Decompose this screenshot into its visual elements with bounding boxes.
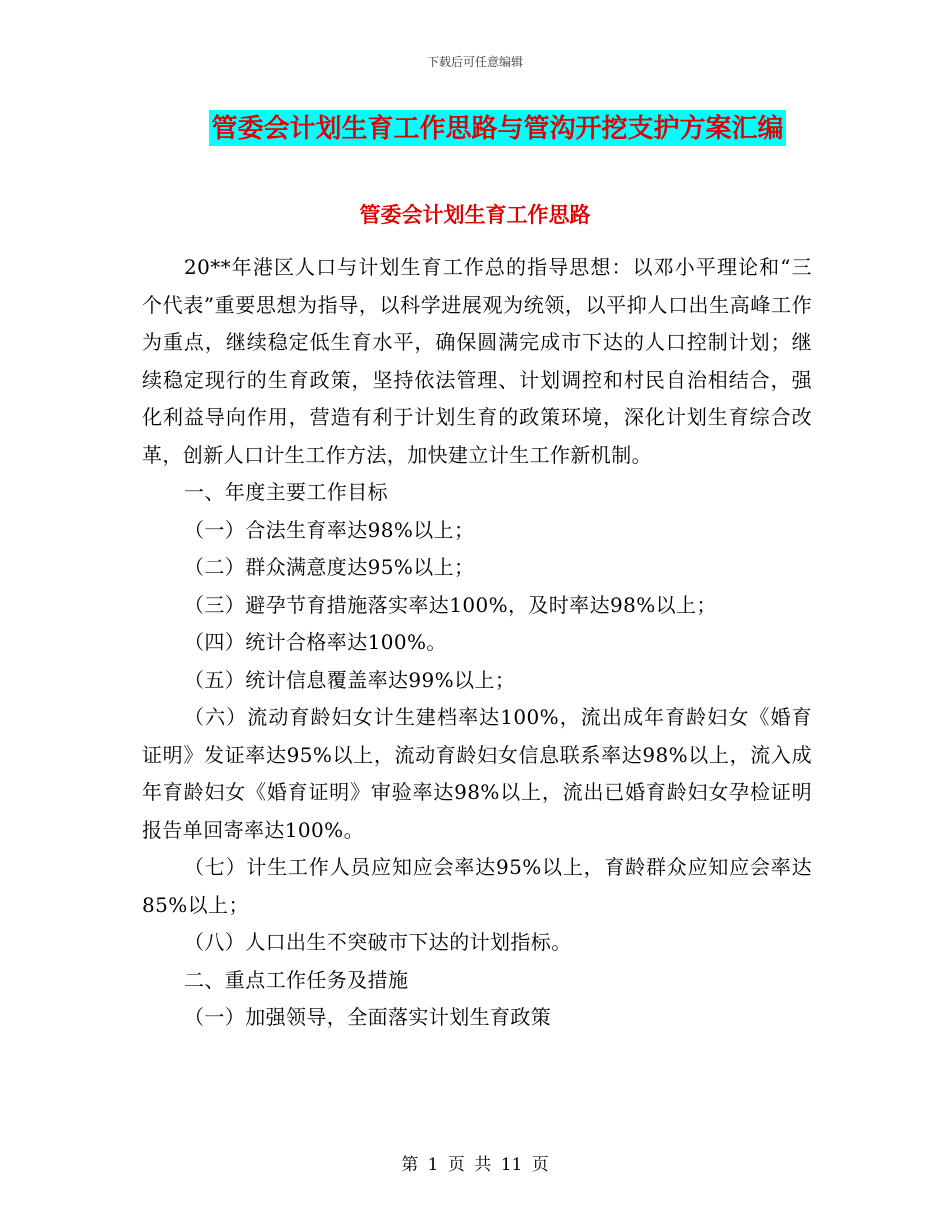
goal-item-4: （四）统计合格率达100%。: [184, 630, 447, 654]
heading-key-tasks: 二、重点工作任务及措施: [184, 967, 409, 992]
task-item-1: （一）加强领导，全面落实计划生育政策: [184, 1005, 552, 1029]
document-title: 管委会计划生育工作思路与管沟开挖支护方案汇编: [209, 110, 785, 146]
document-title-container: [0, 110, 950, 146]
page-header-note: 下载后可任意编辑: [426, 55, 523, 69]
goal-item-8: （八）人口出生不突破市下达的计划指标。: [184, 930, 572, 954]
paragraph-guiding-thought: 20**年港区人口与计划生育工作总的指导思想：以邓小平理论和“三个代表”重要思想为指导，以科学进展观为统领，以平抑人口出生高峰工作为重点，继续稳定低生育水平，确保圆满完成市下达的人口控制计划；继续稳定现行的生育政策，坚持依法管理、计划调控和村民自治相结合，强化利益导向作用，营造有利于计划生育的政策环境，深化计划生育综合改革，创新人口计生工作方法，加快建立计生工作新机制。: [142, 255, 812, 467]
goal-item-7: （七）计生工作人员应知应会率达95%以上，育龄群众应知应会率达85%以上；: [142, 855, 812, 917]
heading-annual-goals: 一、年度主要工作目标: [184, 480, 388, 504]
page-number-footer: 第 1 页 共 11 页: [401, 1155, 549, 1175]
document-body: [142, 249, 812, 1037]
goal-item-5: （五）统计信息覆盖率达99%以上；: [184, 667, 516, 692]
goal-item-6: （六）流动育龄妇女计生建档率达100%，流出成年育龄妇女《婚育证明》发证率达95%以上，流动育龄妇女信息联系率达98%以上，流入成年育龄妇女《婚育证明》审验率达98%以上，流出已婚育龄妇女孕检证明报告单回寄率达100%。: [142, 705, 812, 842]
goal-item-2: （二）群众满意度达95%以上；: [184, 555, 475, 579]
goal-item-3: （三）避孕节育措施落实率达100%，及时率达98%以上；: [184, 592, 717, 617]
goal-item-1: （一）合法生育率达98%以上；: [184, 517, 475, 542]
section-title: 管委会计划生育工作思路: [359, 203, 591, 227]
